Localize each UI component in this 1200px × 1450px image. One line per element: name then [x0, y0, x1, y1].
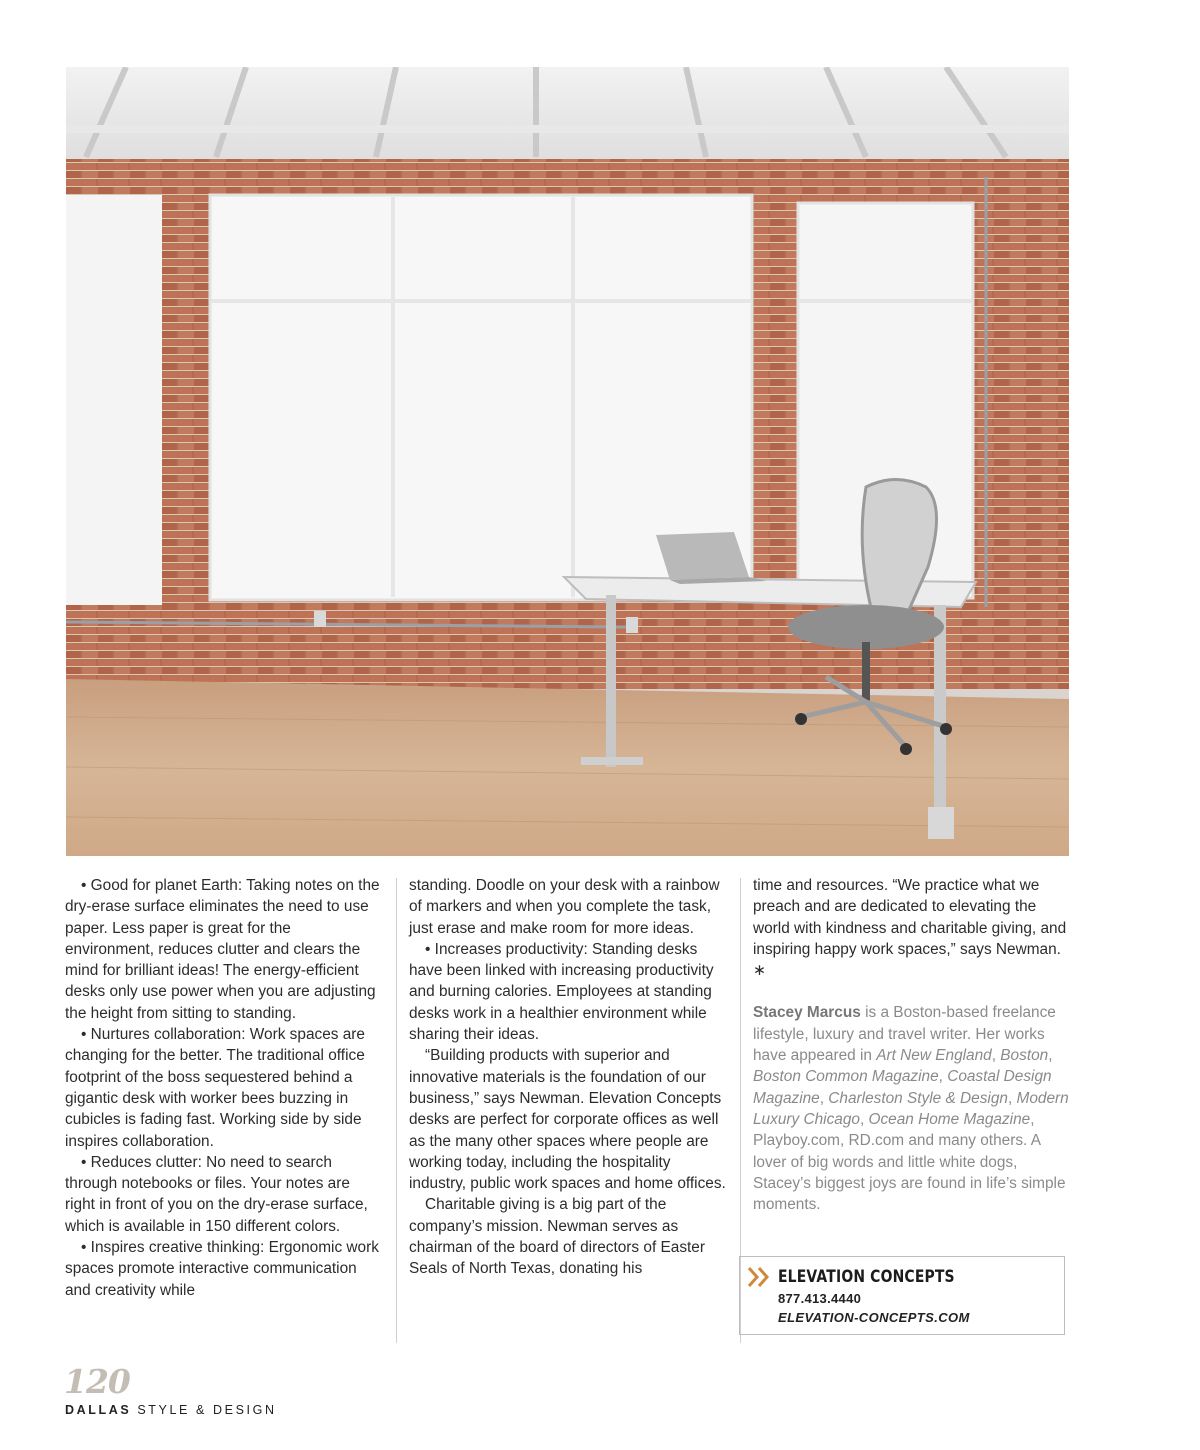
bio-publication: Modern Luxury Chicago [753, 1089, 1069, 1128]
company-info-box [739, 1256, 1065, 1335]
publication-name-rest: STYLE & DESIGN [131, 1403, 277, 1417]
paragraph: standing. Doodle on your desk with a rainbow of markers and when you complete the task, just erase and make room for more ideas. [409, 877, 720, 937]
bio-publication: Boston [1000, 1047, 1049, 1065]
paragraph: • Increases productivity: Standing desks have been linked with increasing productivity and burning calories. Employees at standing desks work in a healthier environment while sharing their ideas. [409, 940, 714, 1044]
article-column-3 [753, 875, 1071, 1215]
paragraph: time and resources. “We practice what we preach and are dedicated to elevating the world with kindness and charitable giving, and inspiring happy work spaces,” says Newman. ∗ [753, 877, 1067, 980]
bio-text: , [991, 1047, 1001, 1065]
paragraph: • Inspires creative thinking: Ergonomic work spaces promote interactive communication and creativity while [65, 1239, 379, 1299]
bio-publication: Ocean Home Magazine [868, 1110, 1031, 1128]
bio-publication: Art New England [876, 1047, 992, 1065]
bio-text: , [819, 1089, 829, 1107]
bio-publication: Boston Common Magazine [753, 1068, 939, 1086]
bio-text: is a Boston-based freelance lifestyle, luxury and travel writer. Her works have appeared in [753, 1004, 1056, 1065]
bio-text: , [1007, 1089, 1017, 1107]
paragraph: “Building products with superior and innovative materials is the foundation of our business,” says Newman. Elevation Concepts desks are perfect for corporate offices as well as the many other spaces where people are working today, including the hospitality industry, public work spaces and home offices. [409, 1047, 726, 1193]
article-column-1 [65, 875, 383, 1301]
office-photo-illustration [66, 67, 1069, 856]
double-chevron-icon [746, 1265, 772, 1289]
bio-text: , [859, 1110, 869, 1128]
paragraph: • Reduces clutter: No need to search through notebooks or files. Your notes are right in front of you on the dry-erase surface, which is available in 150 different colors. [65, 1153, 368, 1235]
paragraph: • Good for planet Earth: Taking notes on the dry-erase surface eliminates the need to use paper. Less paper is great for the environment, reduces clutter and clears the mind for brilliant ideas! The energy-efficient desks only use power when you are adjusting the height from sitting to standing. [65, 877, 380, 1022]
office-photo [66, 67, 1069, 856]
company-website-link[interactable]: ELEVATION-CONCEPTS.COM [778, 1310, 970, 1325]
paragraph: • Nurtures collaboration: Work spaces are changing for the better. The traditional office footprint of the boss sequestered behind a gigantic desk with worker bees buzzing in cubicles is fading fast. Working side by side inspires collaboration. [65, 1026, 365, 1150]
author-name: Stacey Marcus [753, 1004, 861, 1022]
page-number: 120 [64, 1362, 130, 1401]
article-column-2 [409, 875, 727, 1280]
publication-name-bold: DALLAS [65, 1403, 132, 1417]
paragraph: Charitable giving is a big part of the company’s mission. Newman serves as chairman of the board of directors of Easter Seals of North Texas, donating his [409, 1196, 705, 1278]
company-name: ELEVATION CONCEPTS [778, 1267, 955, 1287]
bio-text: , [1048, 1047, 1053, 1065]
column-divider [396, 878, 397, 1343]
bio-publication: Charleston Style & Design [828, 1089, 1008, 1107]
author-bio [753, 1002, 1071, 1215]
bio-text: , [938, 1068, 948, 1086]
company-phone: 877.413.4440 [778, 1291, 862, 1306]
bio-text: , Playboy.com, RD.com and many others. A lover of big words and little white dogs, Stacey’s biggest joys are found in life’s simple moments. [753, 1110, 1066, 1214]
publication-name [65, 1403, 277, 1417]
bio-publication: Coastal Design Magazine [753, 1068, 1052, 1107]
